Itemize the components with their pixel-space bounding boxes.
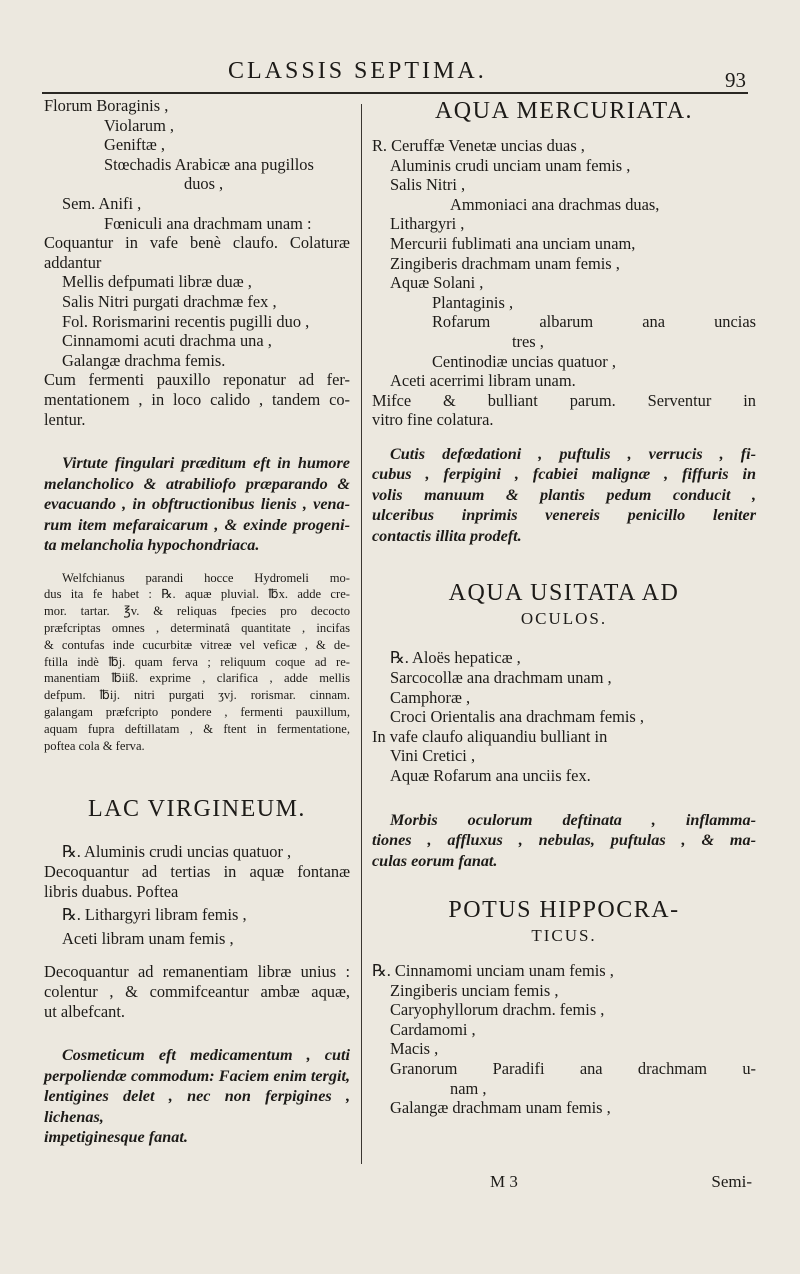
text-line: manentiam ℔iiß. exprime , clarifica , adde mellis bbox=[44, 671, 350, 686]
text-line: Rofarum albarum ana uncias bbox=[432, 312, 756, 332]
text-line: Zingiberis unciam femis , bbox=[390, 980, 559, 1000]
section-heading: TICUS. bbox=[531, 926, 597, 946]
text-line: Cosmeticum eft medicamentum , cuti bbox=[62, 1046, 350, 1065]
text-line: Aquæ Rofarum ana unciis fex. bbox=[390, 765, 591, 785]
text-line: ulceribus inprimis venereis penicillo leniter bbox=[372, 506, 756, 525]
text-line: addantur bbox=[44, 252, 102, 272]
spacer bbox=[372, 630, 756, 648]
text-line: lentigines delet , nec non ferpigines , lichenas, bbox=[44, 1087, 350, 1126]
text-line: Vini Cretici , bbox=[390, 746, 476, 766]
left-column bbox=[44, 96, 350, 1148]
running-title: CLASSIS SEPTIMA. bbox=[228, 58, 487, 84]
text-line: aquam fupra deftillatam , & ftent in fermentatione, bbox=[44, 721, 350, 736]
running-header bbox=[40, 58, 760, 94]
text-line: præfcriptas omnes , determinatâ quantitate , incifas bbox=[44, 620, 350, 635]
text-line: defpum. ℔ij. nitri purgati ʒvj. rorismar. cinnam. bbox=[44, 688, 350, 703]
text-line: Fœniculi ana drachmam unam : bbox=[104, 213, 312, 233]
text-line: rum item mefaraicarum , & exinde progeni- bbox=[44, 515, 350, 534]
text-line: Florum Boraginis , bbox=[44, 96, 169, 115]
text-line: Violarum , bbox=[104, 115, 175, 135]
text-line: ℞. Cinnamomi unciam unam femis , bbox=[372, 961, 614, 981]
text-line: Coquantur in vafe benè claufo. Colaturæ bbox=[44, 233, 350, 253]
text-line: nam , bbox=[450, 1078, 487, 1098]
text-line: galangam præfcripto pondere , fermenti pauxillum, bbox=[44, 704, 350, 719]
text-line: Cinnamomi acuti drachma una , bbox=[62, 331, 272, 351]
text-line: Geniftæ , bbox=[104, 135, 166, 155]
text-line: tiones , affluxus , nebulas, puftulas , & ma- bbox=[372, 831, 756, 850]
text-line: Decoquantur ad tertias in aquæ fontanæ bbox=[44, 861, 350, 881]
spacer bbox=[372, 546, 756, 578]
text-line: Lithargyri , bbox=[390, 214, 465, 234]
text-line: Cardamomi , bbox=[390, 1019, 476, 1039]
text-line: Salis Nitri purgati drachmæ fex , bbox=[62, 291, 277, 311]
header-rule bbox=[42, 92, 748, 94]
text-line: Croci Orientalis ana drachmam femis , bbox=[390, 707, 644, 727]
column-divider bbox=[361, 104, 362, 1164]
text-line: R. Ceruffæ Venetæ uncias duas , bbox=[372, 136, 585, 155]
text-line: Mercurii fublimati ana unciam unam, bbox=[390, 233, 636, 253]
spacer bbox=[44, 824, 350, 842]
spacer bbox=[44, 429, 350, 453]
text-line: & contufas inde cucurbitæ vitreæ vel veficæ , & de- bbox=[44, 637, 350, 652]
text-line: Caryophyllorum drachm. femis , bbox=[390, 1000, 605, 1020]
text-line: Ammoniaci ana drachmas duas, bbox=[450, 194, 660, 214]
text-line: Morbis oculorum deftinata , inflamma- bbox=[390, 810, 756, 829]
section-heading: OCULOS. bbox=[520, 609, 608, 629]
text-line: Mellis defpumati libræ duæ , bbox=[62, 272, 252, 292]
text-line: contactis illita prodeft. bbox=[372, 526, 522, 545]
right-column bbox=[372, 96, 756, 1118]
spacer bbox=[372, 126, 756, 136]
text-line: ℞. Aloës hepaticæ , bbox=[390, 648, 521, 668]
page-footer bbox=[372, 1172, 752, 1196]
text-line: colentur , & commifceantur ambæ aquæ, bbox=[44, 981, 350, 1001]
text-line: perpoliendæ commodum: Faciem enim tergit, bbox=[44, 1066, 350, 1085]
spacer bbox=[372, 871, 756, 895]
text-line: In vafe claufo aliquandiu bulliant in bbox=[372, 726, 608, 746]
text-line: Granorum Paradifi ana drachmam u- bbox=[390, 1059, 756, 1079]
text-line: duos , bbox=[184, 174, 224, 194]
text-line: volis manuum & plantis pedum conducit , bbox=[372, 485, 756, 504]
text-line: mor. tartar. ℥v. & reliquas fpecies pro decocto bbox=[44, 604, 350, 619]
text-line: ftilla indè ℔j. quam ferva ; reliquum coque ad re- bbox=[44, 654, 350, 669]
catchword: Semi- bbox=[711, 1172, 752, 1191]
spacer bbox=[44, 754, 350, 794]
text-line: poftea cola & ferva. bbox=[44, 738, 145, 753]
text-line: dus ita fe habet : ℞. aquæ pluvial. ℔x. adde cre- bbox=[44, 587, 350, 602]
text-line: ut albefcant. bbox=[44, 1001, 126, 1021]
text-line: Welfchianus parandi hocce Hydromeli mo- bbox=[62, 570, 350, 585]
spacer bbox=[44, 556, 350, 570]
text-line: tres , bbox=[512, 331, 544, 351]
text-line: Macis , bbox=[390, 1039, 439, 1059]
text-line: Mifce & bulliant parum. Serventur in bbox=[372, 390, 756, 410]
text-line: Centinodiæ uncias quatuor , bbox=[432, 351, 616, 371]
text-line: ℞. Lithargyri libram femis , bbox=[62, 905, 247, 925]
text-line: Cutis defœdationi , puftulis , verrucis , fi- bbox=[390, 444, 756, 463]
spacer bbox=[372, 947, 756, 961]
text-line: Camphoræ , bbox=[390, 687, 471, 707]
signature-mark: M 3 bbox=[490, 1172, 518, 1191]
text-line: libris duabus. Poftea bbox=[44, 881, 179, 901]
page-number: 93 bbox=[725, 68, 746, 92]
text-line: Galangæ drachma femis. bbox=[62, 350, 226, 370]
section-heading: AQUA MERCURIATA. bbox=[434, 98, 694, 124]
text-line: Aceti acerrimi libram unam. bbox=[390, 371, 576, 391]
text-line: cubus , ferpigini , fcabiei malignæ , fiffuris in bbox=[372, 465, 756, 484]
text-line: Salis Nitri , bbox=[390, 175, 466, 195]
text-line: melancholico & atrabiliofo præparando & bbox=[44, 474, 350, 493]
text-line: impetiginesque fanat. bbox=[44, 1128, 188, 1147]
text-line: ℞. Aluminis crudi uncias quatuor , bbox=[62, 842, 292, 862]
text-line: Stœchadis Arabicæ ana pugillos bbox=[104, 154, 314, 174]
text-line: Zingiberis drachmam unam femis , bbox=[390, 253, 620, 273]
section-heading: LAC VIRGINEUM. bbox=[88, 796, 306, 823]
text-line: Aquæ Solani , bbox=[390, 273, 484, 293]
text-line: Galangæ drachmam unam femis , bbox=[390, 1098, 611, 1118]
text-line: evacuando , in obftructionibus lienis , vena- bbox=[44, 495, 350, 514]
text-line: mentationem , in loco calido , tandem co- bbox=[44, 389, 350, 409]
text-line: vitro fine colatura. bbox=[372, 410, 494, 430]
text-line: Sem. Anifi , bbox=[62, 193, 142, 213]
text-line: Sarcocollæ ana drachmam unam , bbox=[390, 668, 612, 687]
text-line: Decoquantur ad remanentiam libræ unius : bbox=[44, 962, 350, 982]
spacer bbox=[44, 1021, 350, 1045]
text-line: Fol. Rorismarini recentis pugilli duo , bbox=[62, 311, 310, 331]
text-line: Virtute fingulari præditum eft in humore bbox=[62, 454, 350, 473]
text-line: lentur. bbox=[44, 409, 86, 429]
section-heading: POTUS HIPPOCRA- bbox=[448, 897, 680, 924]
text-line: Plantaginis , bbox=[432, 292, 514, 312]
text-line: ta melancholia hypochondriaca. bbox=[44, 536, 260, 555]
spacer bbox=[44, 948, 350, 962]
spacer bbox=[372, 430, 756, 444]
text-line: Aluminis crudi unciam unam femis , bbox=[390, 155, 631, 175]
text-line: Aceti libram unam femis , bbox=[62, 928, 234, 948]
section-heading: AQUA USITATA AD bbox=[448, 580, 680, 607]
text-line: culas eorum fanat. bbox=[372, 851, 498, 870]
text-line: Cum fermenti pauxillo reponatur ad fer- bbox=[44, 370, 350, 390]
spacer bbox=[372, 786, 756, 810]
